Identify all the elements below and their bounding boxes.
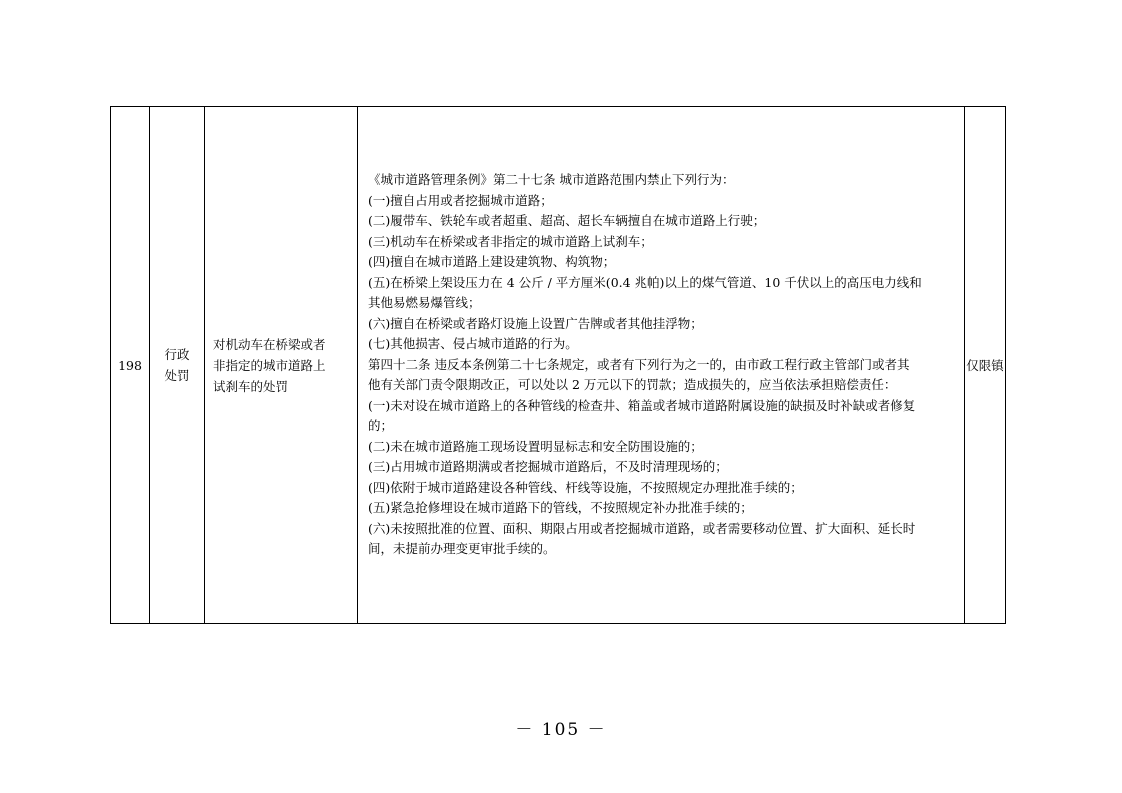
basis-line: (二)未在城市道路施工现场设置明显标志和安全防围设施的； (368, 438, 703, 454)
basis-line: (四)依附于城市道路建设各种管线、杆线等设施，不按照规定办理批准手续的； (368, 479, 803, 495)
legal-basis-cell (358, 107, 965, 624)
penalty-table (110, 106, 1006, 624)
item-cell (205, 107, 358, 624)
category-line: 行政 (164, 347, 190, 362)
basis-line: 间，未提前办理变更审批手续的。 (368, 541, 556, 557)
basis-line: (六)未按照批准的位置、面积、期限占用或者挖掘城市道路，或者需要移动位置、扩大面积、延长时 (368, 520, 916, 536)
basis-line: (五)紧急抢修埋设在城市道路下的管线，不按照规定补办批准手续的； (368, 500, 753, 516)
basis-line: (三)占用城市道路期满或者挖掘城市道路后，不及时清理现场的； (368, 459, 728, 475)
basis-line: (五)在桥梁上架设压力在 4 公斤 / 平方厘米(0.4 兆帕)以上的煤气管道、10 千伏以上的高压电力线和 (368, 274, 922, 290)
basis-line: (四)擅自在城市道路上建设建筑物、构筑物； (368, 254, 616, 270)
table-row (111, 107, 1006, 624)
page-number: － 105 － (515, 720, 607, 740)
basis-line: (一)未对设在城市道路上的各种管线的检查井、箱盖或者城市道路附属设施的缺损及时补缺或者修复 (368, 397, 916, 413)
legal-basis-text (368, 170, 958, 560)
category-line: 处罚 (164, 368, 190, 383)
basis-line: 第四十二条 违反本条例第二十七条规定，或者有下列行为之一的，由市政工程行政主管部门或者其 (368, 356, 910, 372)
category-cell (150, 107, 205, 624)
basis-line: 其他易燃易爆管线； (368, 295, 481, 311)
basis-line: (一)擅自占用或者挖掘城市道路； (368, 192, 553, 208)
basis-line: (三)机动车在桥梁或者非指定的城市道路上试刹车； (368, 233, 653, 249)
scope-cell: 仅限镇 (965, 107, 1006, 624)
item-line: 非指定的城市道路上 (213, 357, 326, 373)
basis-line: (六)擅自在桥梁或者路灯设施上设置广告牌或者其他挂浮物； (368, 315, 703, 331)
item-line: 试刹车的处罚 (213, 378, 289, 394)
item-line: 对机动车在桥梁或者 (213, 336, 326, 352)
basis-line: (七)其他损害、侵占城市道路的行为。 (368, 336, 578, 352)
basis-line: (二)履带车、铁轮车或者超重、超高、超长车辆擅自在城市道路上行驶； (368, 213, 766, 229)
basis-line: 的； (368, 418, 394, 434)
basis-line: 他有关部门责令限期改正，可以处以 2 万元以下的罚款；造成损失的，应当依法承担赔偿责任： (368, 377, 897, 393)
basis-line: 《城市道路管理条例》第二十七条 城市道路范围内禁止下列行为： (368, 172, 735, 188)
row-number: 198 (111, 107, 150, 624)
